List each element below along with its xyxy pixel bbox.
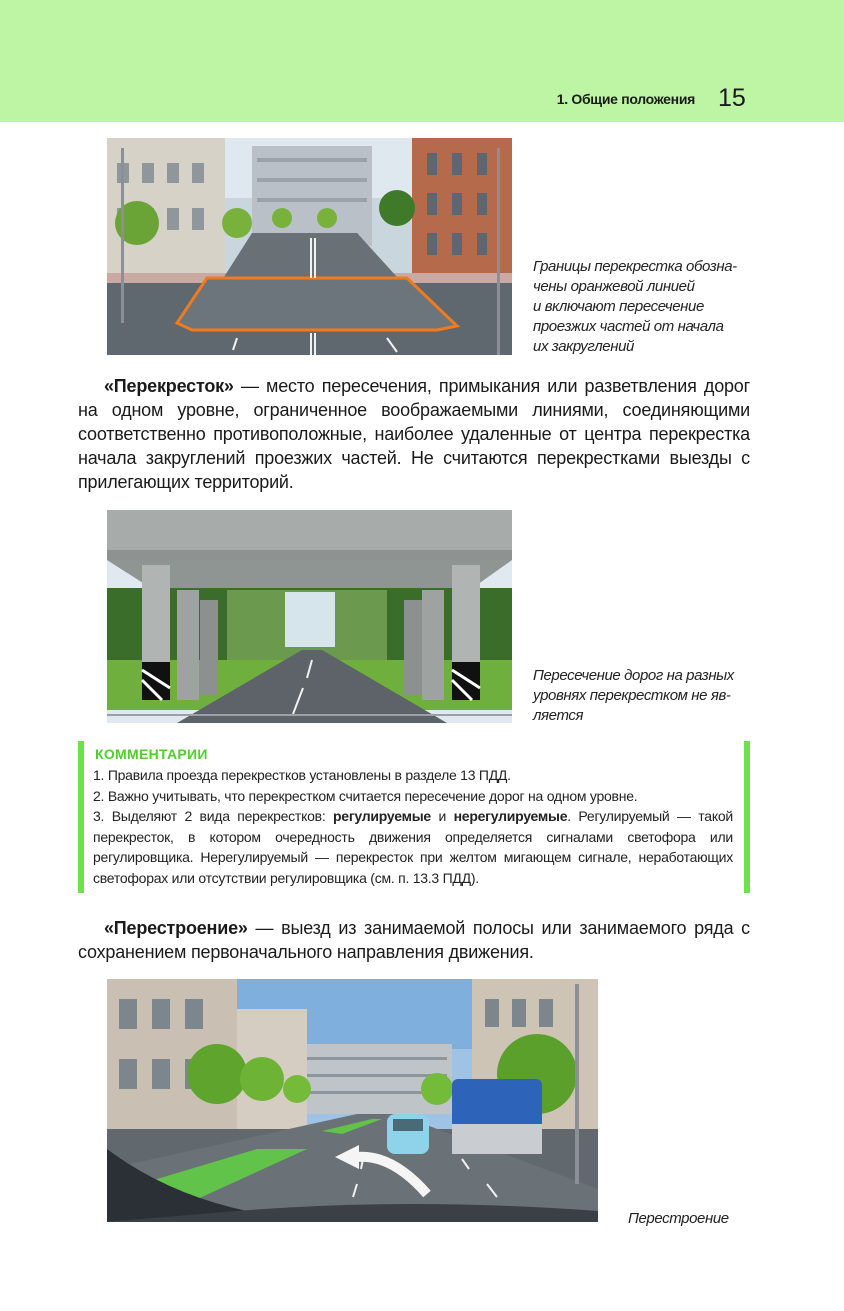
figure-overpass [107,510,512,723]
figure-intersection-caption: Границы перекрестка обозна- чены оранжевой линией и включают пересечение проезжих частей от начала их закруглений [533,258,737,355]
definition-lane-change [78,916,750,964]
term-lane-change: «Перестроение» [104,918,248,938]
comment-item-2: 2. Важно учитывать, что перекрестком считается пересечение дорог на одном уровне. [93,787,638,804]
comment-item-1: 1. Правила проезда перекрестков установлены в разделе 13 ПДД. [93,767,511,783]
figure-overpass-caption: Пересечение дорог на разных уровнях перекрестком не яв- ляется [533,667,734,724]
comments-box [78,741,750,893]
term-regulated: регулируемые [333,808,431,824]
term-crossroad: «Перекресток» [104,376,234,396]
comment-item-3-intro: 3. Выделяют 2 вида перекрестков: [93,808,333,824]
comments-bar-left [78,741,84,893]
running-head: 1. Общие положения [556,91,695,107]
figure-intersection [107,138,512,355]
figure-lane-change [107,979,598,1222]
comment-item-3 [93,806,733,888]
comments-body [93,765,733,888]
comments-bar-right [744,741,750,893]
comments-title: КОММЕНТАРИИ [95,746,208,762]
figure-lane-change-caption: Перестроение [628,1210,729,1227]
page-number: 15 [718,84,746,112]
definition-lane-change-text: — выезд из занимаемой полосы или занимаемого ряда с сохранением первоначального направления движения. [78,918,750,962]
comment-item-3-and: и [430,808,454,824]
comment-item-3-rest: . Регулируемый — такой перекресток, в котором очередность движения определяется сигналами светофора или регулировщика. Нерегулируемый — перекресток при желтом мигающем сигнале, неработающих светофорах или отсутствии регулировщика (см. п. 13.3 ПДД). [93,808,733,886]
definition-crossroad-text: — место пересечения, примыкания или разветвления дорог на одном уровне, ограниченное воображаемыми линиями, соединяющими соответственно противоположные, наиболее удаленные от центра перекрестка начала закруглений проезжих частей. Не считаются перекрестками выезды с прилегающих территорий. [78,376,750,492]
definition-crossroad [78,374,750,494]
term-unregulated: нерегулируемые [453,808,568,824]
